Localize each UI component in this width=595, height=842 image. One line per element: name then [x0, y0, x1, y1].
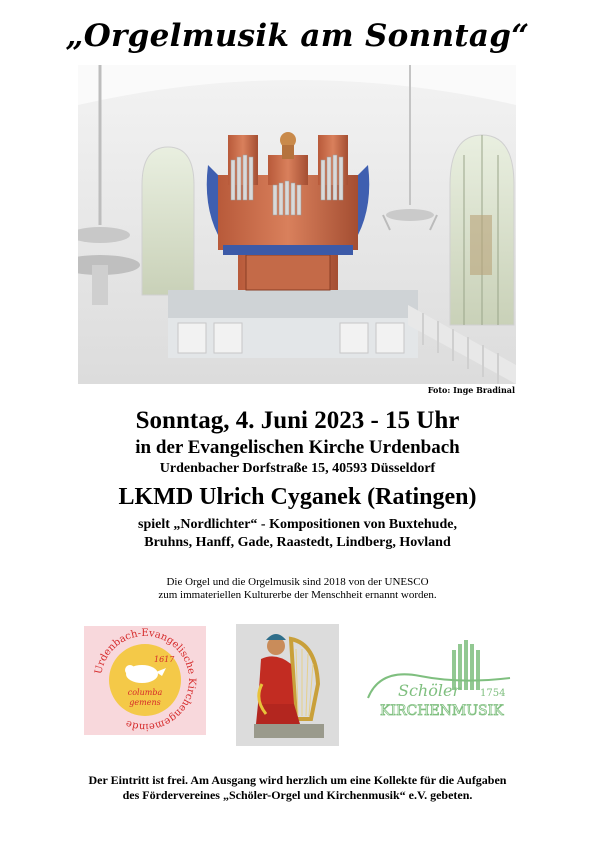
event-venue: in der Evangelischen Kirche Urdenbach	[135, 437, 460, 458]
seal-ring-text: Urdenbach-Evangelische Kirchengemeinde	[93, 627, 198, 733]
program-description	[0, 516, 595, 552]
seal-year: 1617	[154, 655, 175, 664]
footer-line: Der Eintritt ist frei. Am Ausgang wird herzlich um eine Kollekte für die Aufgaben	[88, 773, 507, 787]
program-line: Bruhns, Hanff, Gade, Raastedt, Lindberg, Hovland	[144, 535, 451, 550]
footer-line: des Fördervereines „Schöler-Orgel und Kirchenmusik“ e.V. gebeten.	[122, 788, 473, 802]
kirchenmusik-script: Schöler	[398, 681, 461, 700]
unesco-note	[0, 576, 595, 602]
church-seal-logo	[84, 626, 206, 735]
organ-photo	[78, 65, 516, 384]
unesco-line: zum immateriellen Kulturerbe der Menschheit ernannt worden.	[158, 589, 437, 601]
program-line: spielt „Nordlichter“ - Kompositionen von Buxtehude,	[138, 517, 457, 532]
harp-figure-photo	[236, 624, 339, 746]
poster-title: „Orgelmusik am Sonntag“	[65, 18, 530, 54]
event-date: Sonntag, 4. Juni 2023 - 15 Uhr	[135, 407, 460, 434]
performer-name: LKMD Ulrich Cyganek (Ratingen)	[118, 484, 477, 510]
unesco-line: Die Orgel und die Orgelmusik sind 2018 von der UNESCO	[166, 576, 429, 588]
kirchenmusik-word: KIRCHENMUSIK	[380, 703, 504, 719]
event-address: Urdenbacher Dorfstraße 15, 40593 Düsseldorf	[159, 461, 436, 476]
footer-note	[0, 773, 595, 803]
kirchenmusik-logo	[360, 638, 530, 720]
seal-motto: gemens	[129, 698, 161, 707]
seal-motto: columba	[127, 688, 163, 697]
kirchenmusik-year: 1754	[480, 688, 506, 699]
photo-credit: Foto: Inge Bradinal	[427, 385, 515, 395]
